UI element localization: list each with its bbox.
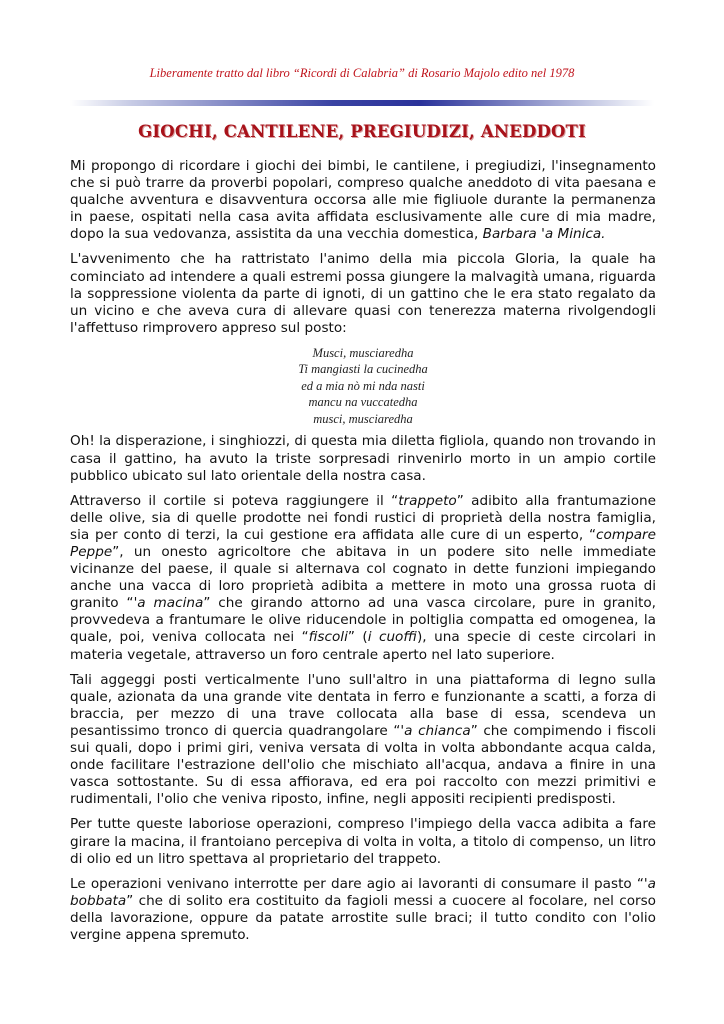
- paragraph-1: [70, 158, 656, 243]
- paragraph-7: [70, 876, 656, 944]
- p4-text-i: ” (: [347, 629, 368, 646]
- p4-text-a: Attraverso il cortile si poteva raggiungere il “: [70, 492, 399, 509]
- paragraph-2: L'avvenimento che ha rattristato l'animo della mia piccola Gloria, la quale ha cominciato ad intendere a quali estremi possa giungere la malvagità umana, riguarda la soppressione violenta da parte di ignoti, di un gattino che le era stato regalato da un vicino e che aveva cura di allevare quasi con tenerezza materna rivolgendogli l'affettuso rimprovero appreso sul posto:: [70, 251, 656, 336]
- p5-term-chianca: a chianca: [404, 722, 471, 739]
- p4-text-g: ” che girando attorno ad una vasca circolare, pure in granito, provvedeva a frantumare le olive riducendole in poltiglia compatta ed omogenea, la quale, poi, veniva collocata nei “: [70, 595, 656, 646]
- p4-text-k: ), una specie di ceste circolari in materia vegetale, attraverso un foro centrale aperto nel lato superiore.: [70, 629, 657, 663]
- poem-line: Ti mangiasti la cucinedha: [298, 362, 428, 377]
- poem-line: Musci, musciaredha: [312, 345, 414, 360]
- p4-term-fiscoli: fiscoli: [308, 629, 348, 646]
- p7-text-c: ” che di solito era costituito da fagioli messi a cuocere al focolare, nel corso della lavorazione, oppure da patate arrostite sulle braci; il tutto condito con l'olio vergine appena spremuto.: [70, 892, 656, 943]
- page-title: GIOCHI, CANTILENE, PREGIUDIZI, ANEDDOTI: [138, 122, 586, 141]
- decorative-divider: [70, 100, 654, 106]
- paragraph-3: Oh! la disperazione, i singhiozzi, di questa mia diletta figliola, quando non trovando in casa il gattino, ha avuto la triste sorpresadi rinvenirlo morto in un ampio cortile pubblico ubicato sul lato orientale della nostra casa.: [70, 433, 657, 484]
- poem: [70, 345, 656, 428]
- paragraph-5: [70, 672, 656, 809]
- article-body: [70, 158, 656, 952]
- poem-line: ed a mia nò mi nda nasti: [301, 378, 425, 393]
- p4-term-macina: 'a macina: [133, 595, 204, 612]
- p7-text-a: Le operazioni venivano interrotte per dare agio ai lavoranti di consumare il pasto “': [70, 875, 648, 892]
- p4-text-c: ” adibito alla frantumazione delle olive, sia di quelle prodotte nei fondi rustici di proprietà della nostra famiglia, sia per conto di terzi, la cui gestione era affidata alle cure di un esperto, “: [70, 492, 656, 543]
- paragraph-1-name: Barbara 'a Minica.: [482, 226, 606, 243]
- poem-line: musci, musciaredha: [313, 411, 413, 426]
- source-note: Liberamente tratto dal libro “Ricordi di Calabria” di Rosario Majolo edito nel 1978: [149, 66, 575, 80]
- p4-term-trappeto: trappeto: [398, 492, 457, 509]
- p5-text-a: Tali aggeggi posti verticalmente l'uno sull'altro in una piattaforma di legno sulla quale, azionata da una grande vite dentata in ferro e funzionante a scatti, a forza di braccia, per mezzo di una trave collocata alla base di essa, scendeva un pesantissimo tronco di quercia quadrangolare “': [70, 671, 656, 739]
- paragraph-1-text: Mi propongo di ricordare i giochi dei bimbi, le cantilene, i pregiudizi, l'insegnamento che si può trarre da proverbi popolari, compreso qualche aneddoto di vita paesana e qualche avventura e disavventura occorsa alle mie figliuole durante la permanenza in paese, ospitati nella casa avita affidata esclusivamente alle cure di mia madre, dopo la sua vedovanza, assistita da una vecchia domestica,: [70, 158, 656, 243]
- p4-text-e: ”, un onesto agricoltore che abitava in un podere sito nelle immediate vicinanze del paese, il quale si alternava col cognato in dette funzioni impiegando anche una vacca di loro proprietà adibita a mettere in moto una grossa ruota di granito “: [70, 544, 656, 612]
- p4-term-cuoffi: i cuoffi: [367, 629, 417, 646]
- p4-term-compare-peppe: compare Peppe: [70, 526, 656, 560]
- paragraph-4: [70, 493, 656, 664]
- poem-line: mancu na vuccatedha: [308, 395, 418, 410]
- paragraph-6: Per tutte queste laboriose operazioni, compreso l'impiego della vacca adibita a fare girare la macina, il frantoiano percepiva di volta in volta, a titolo di compenso, un litro di olio ed un litro spettava al proprietario del trappeto.: [70, 816, 656, 867]
- p5-text-c: ” che compimendo i fiscoli sui quali, dopo i primi giri, veniva versata di volta in volta abbondante acqua calda, onde facilitare l'estrazione dell'olio che mischiato all'acqua, andava a finire in una vasca sottostante. Su di essa affiorava, ed era poi raccolto con mezzi primitivi e rudimentali, l'olio che veniva riposto, infine, negli appositi recipienti predisposti.: [70, 722, 656, 808]
- p7-term-bobbata: a bobbata: [70, 875, 656, 909]
